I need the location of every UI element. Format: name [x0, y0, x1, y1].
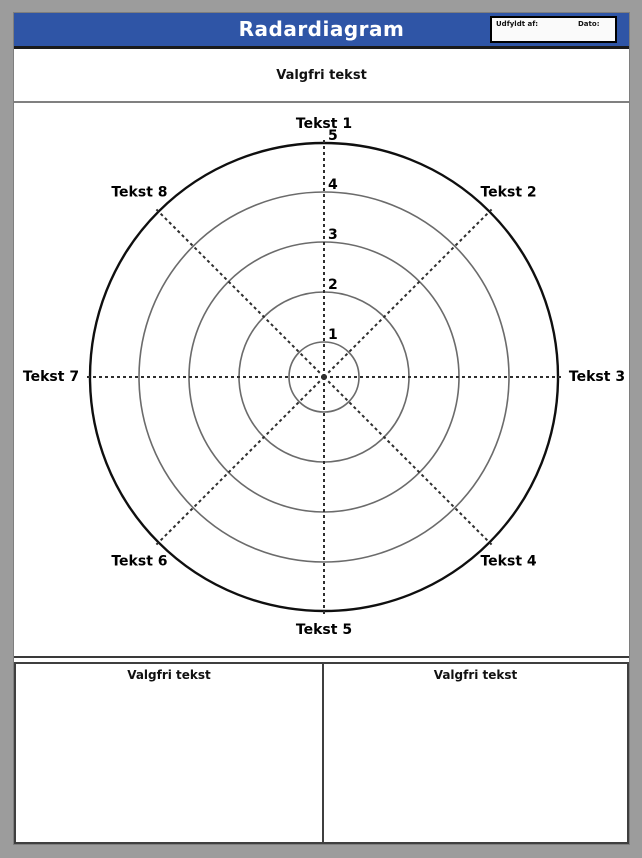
scale-tick-label: 1 [328, 327, 338, 343]
filled-by-label: Udfyldt af: [496, 20, 539, 28]
axis-label: Tekst 4 [480, 553, 537, 570]
axis-ray [324, 207, 494, 377]
notes-box-right-title: Valgfri tekst [433, 668, 518, 682]
scale-tick-label: 2 [328, 277, 338, 293]
scale-tick-label: 3 [328, 227, 338, 243]
notes-box-right[interactable] [324, 662, 629, 844]
axis-label: Tekst 5 [295, 622, 353, 638]
scale-tick-label: 5 [328, 128, 338, 144]
page-title: Radardiagram [238, 17, 405, 41]
axis-ray [154, 377, 324, 547]
worksheet-page [13, 12, 630, 845]
axis-label: Tekst 3 [568, 369, 626, 385]
scale-tick-label: 4 [328, 177, 338, 193]
axis-label: Tekst 6 [111, 553, 168, 570]
notes-box-left-title: Valgfri tekst [127, 668, 211, 682]
axis-label: Tekst 1 [295, 116, 353, 132]
axis-label: Tekst 7 [22, 369, 80, 385]
axis-ray [154, 207, 324, 377]
axis-label: Tekst 8 [111, 184, 168, 201]
date-label: Dato: [578, 20, 600, 28]
notes-box-left[interactable] [14, 662, 324, 844]
radar-chart-section [14, 103, 629, 658]
header-bar [14, 13, 629, 49]
optional-text-label: Valgfri tekst [276, 67, 367, 83]
bottom-note-row [14, 662, 629, 844]
axis-ray [324, 377, 494, 547]
optional-text-area-top[interactable] [14, 49, 629, 103]
fill-in-box[interactable] [490, 16, 617, 43]
radar-chart [14, 103, 629, 656]
axis-label: Tekst 2 [480, 184, 537, 201]
